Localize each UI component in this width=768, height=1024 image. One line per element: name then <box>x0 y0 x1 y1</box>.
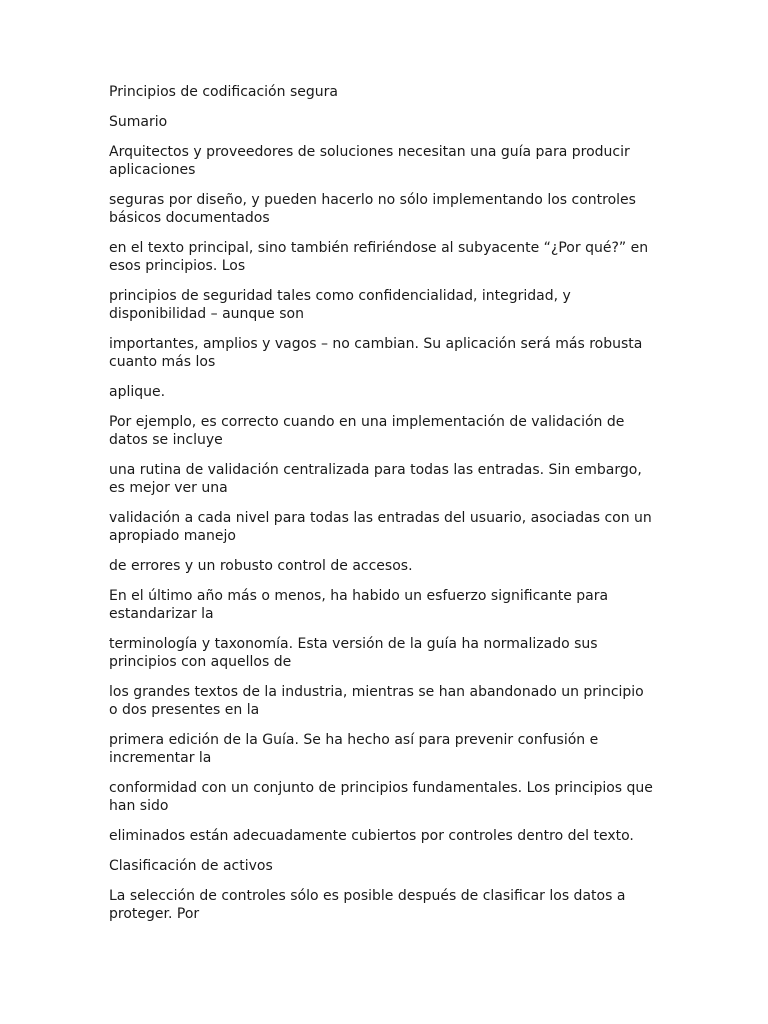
paragraph: una rutina de validación centralizada para todas las entradas. Sin embargo, es mejor ver una <box>109 462 642 496</box>
paragraph: validación a cada nivel para todas las entradas del usuario, asociadas con un apropiado manejo <box>109 510 652 544</box>
paragraph: seguras por diseño, y pueden hacerlo no sólo implementando los controles básicos documentados <box>109 192 636 226</box>
document-body <box>109 83 654 935</box>
paragraph: conformidad con un conjunto de principios fundamentales. Los principios que han sido <box>109 780 653 814</box>
paragraph: aplique. <box>109 384 166 400</box>
paragraph: La selección de controles sólo es posible después de clasificar los datos a proteger. Por <box>109 888 626 922</box>
paragraph: eliminados están adecuadamente cubiertos por controles dentro del texto. <box>109 828 634 844</box>
paragraph: Por ejemplo, es correcto cuando en una implementación de validación de datos se incluye <box>109 414 625 448</box>
section-heading-sumario: Sumario <box>109 114 168 130</box>
paragraph: en el texto principal, sino también refiriéndose al subyacente “¿Por qué?” en esos principios. Los <box>109 240 649 274</box>
paragraph: terminología y taxonomía. Esta versión de la guía ha normalizado sus principios con aquellos de <box>109 636 598 670</box>
section-heading-clasificacion: Clasificación de activos <box>109 858 273 874</box>
paragraph: importantes, amplios y vagos – no cambian. Su aplicación será más robusta cuanto más los <box>109 336 643 370</box>
paragraph: primera edición de la Guía. Se ha hecho así para prevenir confusión e incrementar la <box>109 732 599 766</box>
paragraph: los grandes textos de la industria, mientras se han abandonado un principio o dos presentes en la <box>109 684 644 718</box>
paragraph: Arquitectos y proveedores de soluciones necesitan una guía para producir aplicaciones <box>109 144 630 178</box>
document-title: Principios de codificación segura <box>109 84 338 100</box>
paragraph: En el último año más o menos, ha habido un esfuerzo significante para estandarizar la <box>109 588 609 622</box>
paragraph: de errores y un robusto control de accesos. <box>109 558 413 574</box>
paragraph: principios de seguridad tales como confidencialidad, integridad, y disponibilidad – aunque son <box>109 288 571 322</box>
